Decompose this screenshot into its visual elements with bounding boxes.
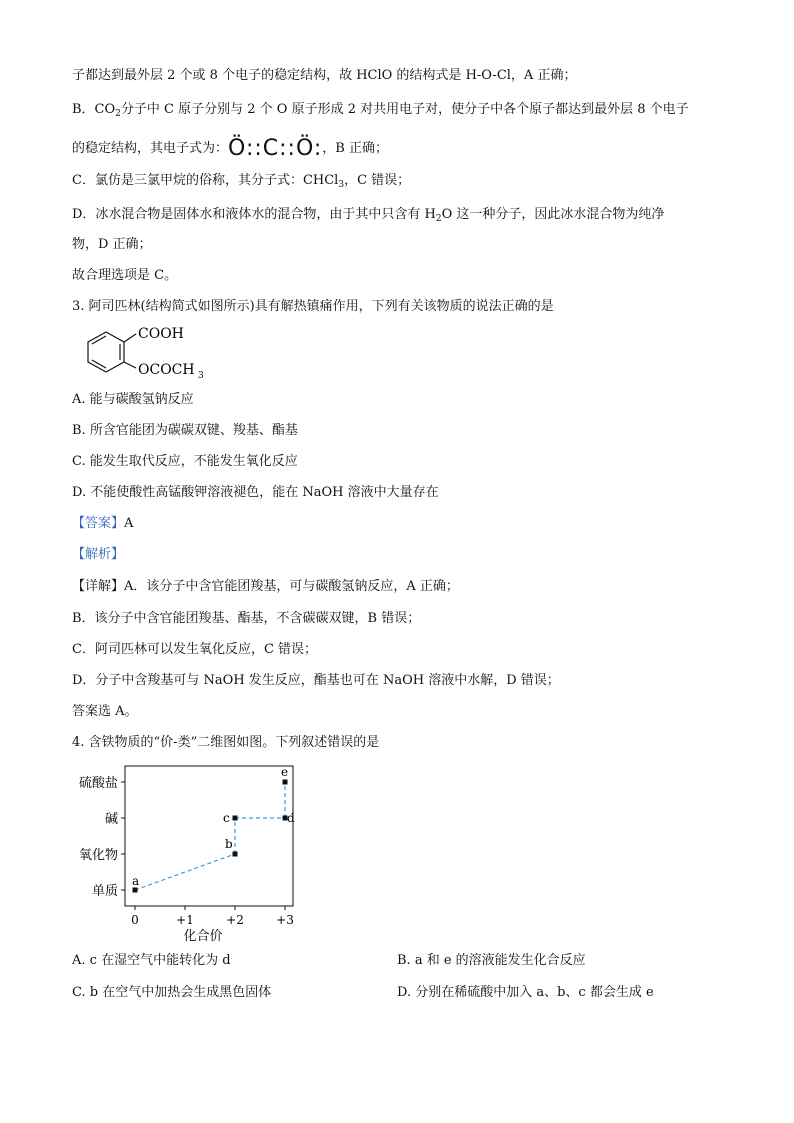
x-tick-label: +2 <box>226 913 244 927</box>
q2-c-line: C．氯仿是三氯甲烷的俗称，其分子式：CHCl$_3$，C 错误； <box>72 173 411 190</box>
benzene-ring <box>88 332 124 372</box>
q4-option-c: C. b 在空气中加热会生成黑色固体 <box>72 985 272 1000</box>
point-a <box>133 888 138 893</box>
co2-electron-formula: Ö::C::Ö: <box>228 136 323 161</box>
q3-option-a: A. 能与碳酸氢钠反应 <box>72 392 194 407</box>
q4-stem: 4. 含铁物质的“价-类”二维图如图。下列叙述错误的是 <box>72 735 380 750</box>
y-tick-label: 碱 <box>104 812 118 827</box>
point-e <box>283 780 288 785</box>
iron-valence-class-chart <box>70 760 310 945</box>
q3-detail-a: 【详解】A．该分子中含官能团羧基，可与碳酸氢钠反应，A 正确； <box>72 579 459 594</box>
point-b <box>233 852 238 857</box>
label-cooh: COOH <box>138 326 184 342</box>
y-tick-label: 氧化物 <box>78 848 118 863</box>
point-c <box>233 816 238 821</box>
q3-detail-c: C．阿司匹林可以发生氧化反应，C 错误； <box>72 642 318 657</box>
q2-d-line1: D．冰水混合物是固体水和液体水的混合物，由于其中只含有 $H_2O$ 这一种分子，因此冰水混合物为纯净 <box>72 207 665 224</box>
x-tick-label: +1 <box>176 913 194 927</box>
y-tick-label: 单质 <box>91 884 118 899</box>
x-tick-label: 0 <box>131 913 139 927</box>
x-tick-label: +3 <box>276 913 294 927</box>
q3-detail-b: B．该分子中含官能团羧基、酯基，不含碳碳双键，B 错误； <box>72 611 421 626</box>
aspirin-structure <box>70 318 210 388</box>
q4-option-a: A. c 在湿空气中能转化为 d <box>72 953 231 968</box>
q3-stem: 3. 阿司匹林(结构简式如图所示)具有解热镇痛作用，下列有关该物质的说法正确的是 <box>72 299 554 314</box>
x-axis-label: 化合价 <box>183 929 223 944</box>
q3-option-b: B. 所含官能团为碳碳双键、羧基、酯基 <box>72 423 298 438</box>
label-ococh-sub: 3 <box>198 371 204 381</box>
q3-detail-d: D．分子中含羧基可与 NaOH 发生反应，酯基也可在 NaOH 溶液中水解，D 错误； <box>72 673 560 688</box>
q4-option-b: B. a 和 e 的溶液能发生化合反应 <box>397 953 586 968</box>
point-label-b: b <box>225 837 233 851</box>
connection-a-b <box>135 854 235 890</box>
point-label-c: c <box>223 811 230 825</box>
q2-conclusion: 故合理选项是 C。 <box>72 268 178 283</box>
q2-b-line1: B．$CO_2$分子中 C 原子分别与 2 个 O 原子形成 2 对共用电子对，使分子中各个原子都达到最外层 8 个电子 <box>72 102 689 119</box>
point-label-d: d <box>287 811 295 825</box>
point-label-e: e <box>281 765 289 779</box>
label-ococh: OCOCH <box>138 362 195 378</box>
point-label-a: a <box>132 874 140 888</box>
q3-option-c: C. 能发生取代反应，不能发生氧化反应 <box>72 454 298 469</box>
q2-a-conclusion: 子都达到最外层 2 个或 8 个电子的稳定结构，故 HClO 的结构式是 H-O-Cl，A 正确； <box>72 68 577 83</box>
q2-d-line2: 物，D 正确； <box>72 237 152 252</box>
q4-option-d: D. 分别在稀硫酸中加入 a、b、c 都会生成 e <box>397 985 654 1000</box>
q3-final: 答案选 A。 <box>72 704 138 719</box>
q3-answer: 【答案】A <box>72 516 134 531</box>
q3-analysis-tag: 【解析】 <box>72 547 125 562</box>
q2-b-line2: 的稳定结构，其电子式为：Ö::C::Ö:，B 正确； <box>72 136 388 161</box>
q3-option-d: D. 不能使酸性高锰酸钾溶液褪色，能在 NaOH 溶液中大量存在 <box>72 485 439 500</box>
y-tick-label: 硫酸盐 <box>78 776 118 791</box>
bond-ococh3 <box>124 362 136 368</box>
bond-cooh <box>124 334 136 342</box>
